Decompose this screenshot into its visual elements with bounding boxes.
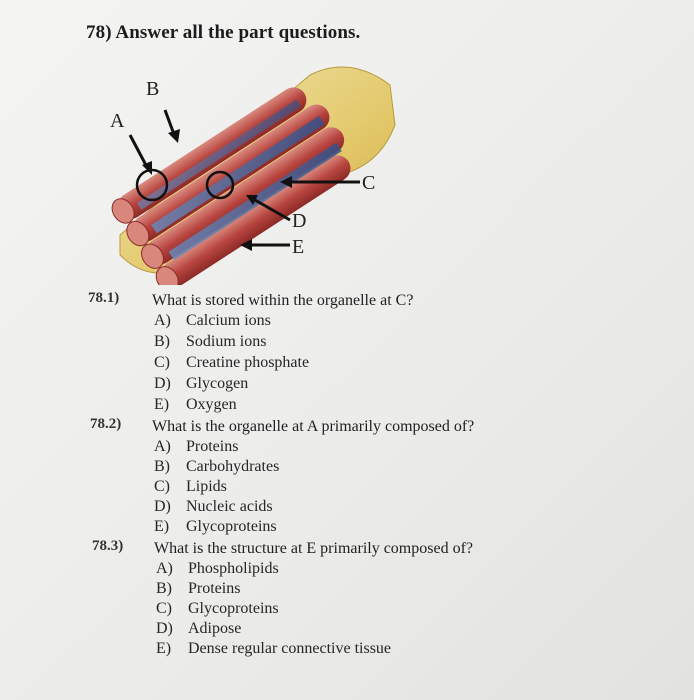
label-c: C [362,172,376,194]
question-number: 78.2) [90,416,122,432]
option: B) Proteins [156,580,241,597]
question-stem: What is the structure at E primarily composed of? [154,540,474,557]
option: E) Dense regular connective tissue [156,640,392,657]
question-stem: What is the organelle at A primarily composed of? [152,418,475,435]
option: B) Sodium ions [154,333,267,350]
label-e: E [292,236,305,258]
option: A) Proteins [154,438,239,455]
option: A) Calcium ions [154,312,271,329]
label-a: A [110,110,125,132]
question-number: 78.1) [88,290,120,306]
option: E) Oxygen [154,396,237,413]
label-d: D [292,210,307,232]
option: A) Phospholipids [156,560,279,577]
question-number: 78.3) [92,538,124,554]
label-b: B [146,78,160,100]
option: E) Glycoproteins [154,518,277,535]
option: D) Glycogen [154,375,249,392]
option: B) Carbohydrates [154,458,280,475]
option: C) Glycoproteins [156,600,279,617]
option: D) Adipose [156,620,242,637]
muscle-fiber-diagram [80,55,410,285]
option: D) Nucleic acids [154,498,273,515]
page-title: 78) Answer all the part questions. [86,22,361,43]
option: C) Creatine phosphate [154,354,310,371]
question-stem: What is stored within the organelle at C? [152,292,414,309]
option: C) Lipids [154,478,227,495]
